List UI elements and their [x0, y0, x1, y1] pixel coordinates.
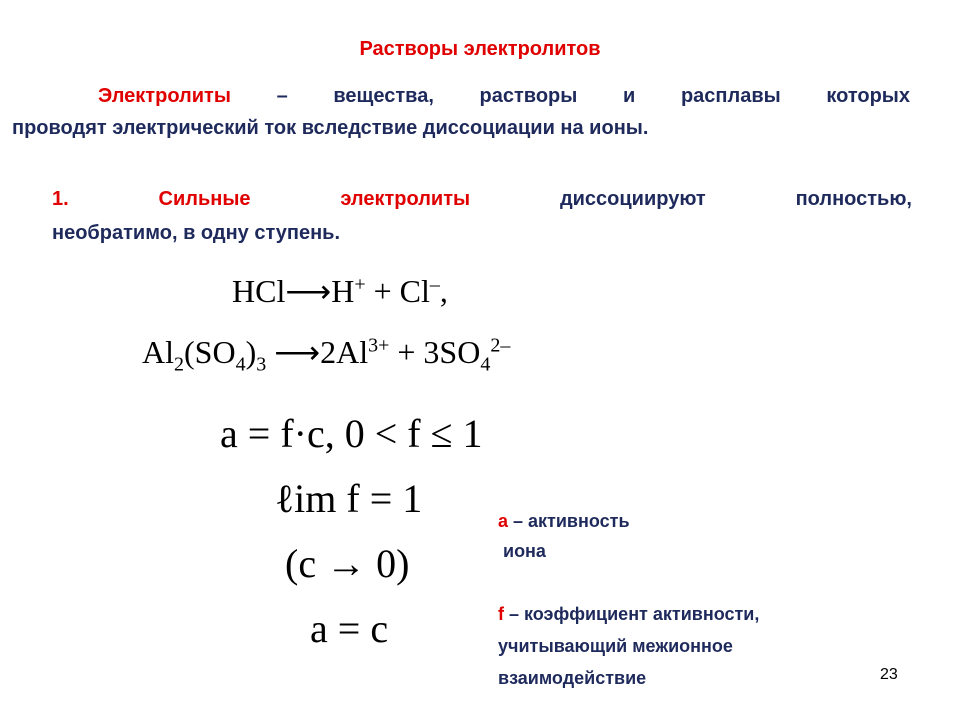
eq1-cation-charge: + [354, 273, 366, 296]
note-activity-text: – активность [508, 511, 630, 531]
note-coefficient-line-3: взаимодействие [498, 668, 647, 688]
note-coefficient-symbol: f [498, 604, 504, 624]
eq2-product-2: 3SO [423, 334, 481, 370]
equation-al2so43-dissociation [142, 333, 510, 376]
definition-term: Электролиты [98, 85, 231, 107]
eq2-al-sub: 2 [174, 353, 184, 376]
definition-line-1 [98, 85, 910, 108]
eq2-close-sub: 3 [256, 353, 267, 376]
eq2-product-1-charge: 3+ [368, 334, 390, 357]
note-coefficient [498, 604, 759, 625]
slide-title: Растворы электролитов [359, 38, 601, 60]
equation-limit: ℓim f = 1 [275, 476, 423, 521]
note-activity [498, 511, 630, 532]
note-coefficient-line-2: учитывающий межионное [498, 636, 733, 656]
arrow-icon: ⟶ [285, 273, 332, 309]
eq1-cation: H [331, 273, 355, 309]
eq1-reactant: HCl [232, 273, 286, 309]
eq2-al: Al [142, 334, 174, 370]
strong-word-4: полностью, [795, 188, 912, 210]
equation-activity: a = f·c, 0 < f ≤ 1 [220, 411, 483, 456]
eq2-plus: + [397, 334, 416, 370]
eq2-product-1: 2Al [320, 334, 369, 370]
eq1-anion-charge: – [429, 273, 440, 296]
equation-hcl-dissociation [232, 272, 448, 310]
equation-limit-condition: (c → 0) [285, 541, 410, 586]
eq2-so4: (SO [184, 334, 236, 370]
eq2-so4-sub: 4 [235, 353, 246, 376]
eq1-comma: , [439, 273, 448, 309]
eq2-product-2-sub: 4 [480, 353, 491, 376]
arrow-icon: ⟶ [274, 334, 321, 370]
note-activity-symbol: a [498, 511, 509, 531]
eq2-product-2-charge: 2– [490, 334, 511, 357]
eq2-close: ) [245, 334, 257, 370]
strong-word-3: диссоциируют [559, 188, 706, 210]
strong-electrolytes-line-2: необратимо, в одну ступень. [52, 222, 340, 244]
strong-word-1: Сильные [158, 188, 251, 210]
definition-line-2: проводят электрический ток вследствие диссоциации на ионы. [12, 117, 649, 139]
strong-electrolytes-line-1 [52, 188, 912, 211]
definition-text: – вещества, растворы и расплавы которых [276, 85, 911, 107]
note-activity-line-2: иона [503, 541, 546, 561]
strong-number: 1. [52, 188, 69, 210]
eq1-anion: Cl [399, 273, 430, 309]
page-number: 23 [880, 666, 898, 683]
note-coefficient-text: – коэффициент активности, [504, 604, 760, 624]
eq1-plus: + [373, 273, 392, 309]
strong-word-2: электролиты [340, 188, 471, 210]
equation-a-equals-c: a = c [310, 606, 389, 651]
